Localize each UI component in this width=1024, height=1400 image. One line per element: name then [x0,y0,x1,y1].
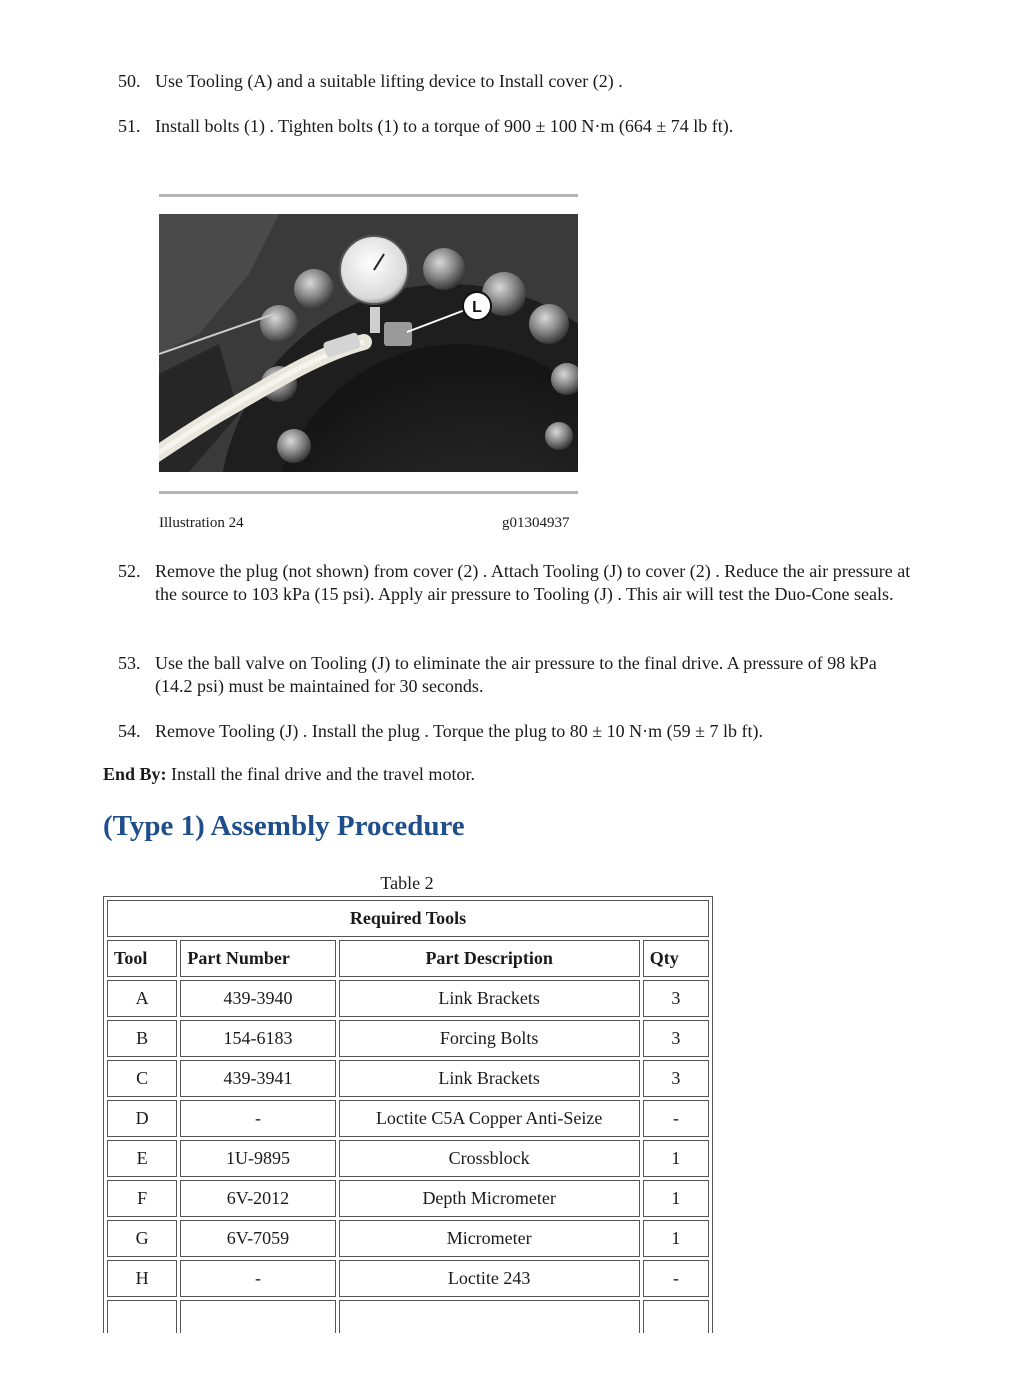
cell-tool: E [107,1140,177,1177]
step-text: Remove Tooling (J) . Install the plug . Torque the plug to 80 ± 10 N·m (59 ± 7 lb ft). [155,721,764,741]
cell-tool: D [107,1100,177,1137]
end-by-note [103,764,475,785]
header-tool: Tool [107,940,177,977]
cell-qty: 1 [643,1180,709,1217]
step-text: Remove the plug (not shown) from cover (2) . Attach Tooling (J) to cover (2) . Reduce the air pressure at the source to 103 kPa (15 psi). Apply air pressure to Tooling (J) . This air will test the Duo-Cone seals. [155,561,911,604]
cell-part-description: Crossblock [339,1140,640,1177]
cell-part-description: Link Brackets [339,1060,640,1097]
step-text: Install bolts (1) . Tighten bolts (1) to a torque of 900 ± 100 N·m (664 ± 74 lb ft). [155,116,734,136]
cell-part-description: Loctite 243 [339,1260,640,1297]
table-header-row [107,940,709,977]
header-part-number: Part Number [180,940,335,977]
step-number: 53. [118,653,141,673]
illustration-bottom-rule [159,491,578,494]
table-row [107,1100,709,1137]
header-part-description: Part Description [339,940,640,977]
illustration-top-rule [159,194,578,197]
cell-part-description: Depth Micrometer [339,1180,640,1217]
table-row [107,1020,709,1057]
required-tools-table [103,896,713,1333]
cell-tool: C [107,1060,177,1097]
step-number: 54. [118,721,141,741]
illustration-photo [159,214,578,472]
table-row [107,1300,709,1333]
cell-part-number: - [180,1100,335,1137]
cell-part-number: 439-3940 [180,980,335,1017]
table-row [107,1260,709,1297]
table-row [107,980,709,1017]
cell-part-number: 6V-7059 [180,1220,335,1257]
step-53 [118,652,918,698]
step-number: 50. [118,71,141,91]
cell-part-description: Micrometer [339,1220,640,1257]
step-52 [118,560,918,606]
cell-qty: 1 [643,1140,709,1177]
cell-tool: H [107,1260,177,1297]
cell-qty: 3 [643,1060,709,1097]
step-number: 51. [118,116,141,136]
cell-tool: A [107,980,177,1017]
cell-part-number: 439-3941 [180,1060,335,1097]
cell-qty: 1 [643,1220,709,1257]
step-50 [118,70,918,93]
cell-qty: 3 [643,980,709,1017]
cell-tool [107,1300,177,1333]
step-text: Use Tooling (A) and a suitable lifting device to Install cover (2) . [155,71,623,91]
table-caption: Table 2 [380,873,434,893]
table-title: Required Tools [107,900,709,937]
cell-part-number [180,1300,335,1333]
cell-part-description: Forcing Bolts [339,1020,640,1057]
cell-part-number: 1U-9895 [180,1140,335,1177]
cell-part-description [339,1300,640,1333]
table-title-row [107,900,709,937]
cell-part-number: - [180,1260,335,1297]
step-54 [118,720,918,743]
cell-qty: - [643,1260,709,1297]
step-51 [118,115,918,138]
cell-qty [643,1300,709,1333]
illustration-id: g01304937 [502,515,570,531]
section-title: (Type 1) Assembly Procedure [103,810,465,842]
cell-part-description: Loctite C5A Copper Anti-Seize [339,1100,640,1137]
cell-qty: - [643,1100,709,1137]
tools-table [104,897,712,1333]
cell-part-number: 6V-2012 [180,1180,335,1217]
table-row [107,1180,709,1217]
table-row [107,1060,709,1097]
cell-part-description: Link Brackets [339,980,640,1017]
step-text: Use the ball valve on Tooling (J) to eliminate the air pressure to the final drive. A pressure of 98 kPa (14.2 psi) must be maintained for 30 seconds. [155,653,877,696]
cell-tool: G [107,1220,177,1257]
header-qty: Qty [643,940,709,977]
table-row [107,1220,709,1257]
cell-qty: 3 [643,1020,709,1057]
end-by-text: Install the final drive and the travel motor. [166,764,475,784]
final-drive-photo [159,214,578,472]
cell-tool: F [107,1180,177,1217]
callout-label: L [472,299,482,316]
cell-tool: B [107,1020,177,1057]
table-row [107,1140,709,1177]
end-by-label: End By: [103,764,167,784]
illustration-caption: Illustration 24 [159,515,244,531]
step-number: 52. [118,561,141,581]
cell-part-number: 154-6183 [180,1020,335,1057]
